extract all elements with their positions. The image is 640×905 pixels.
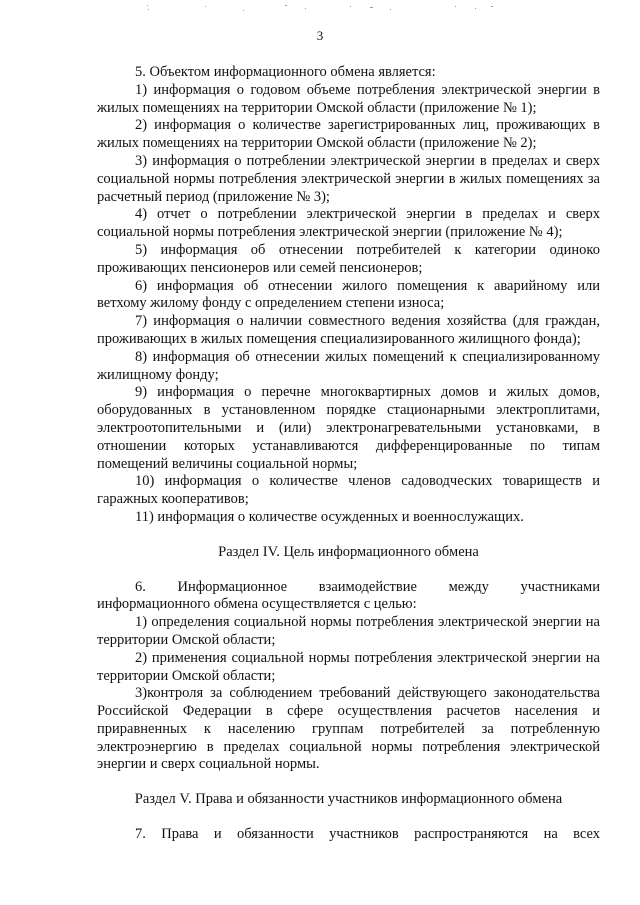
section-heading-iv: Раздел IV. Цель информационного обмена	[218, 543, 479, 560]
list-item: 8) информация об отнесении жилых помещений к специализированному жилищному фонду;	[97, 348, 600, 383]
list-item: 7) информация о наличии совместного ведения хозяйства (для граждан, проживающих в жилых помещения специализированного жилищного фонда);	[97, 313, 600, 347]
list-item: 3) информация о потреблении электрической энергии в пределах и сверх социальной нормы потребления электрической энергии в жилых помещениях за расчетный период (приложение № 3);	[97, 152, 600, 205]
scan-artifacts	[145, 2, 495, 16]
list-item: 5) информация об отнесении потребителей к категории одиноко проживающих пенсионеров или семей пенсионеров;	[97, 241, 600, 276]
list-item: 2) применения социальной нормы потребления электрической энергии на территории Омской области;	[97, 649, 600, 684]
paragraph-7: 7. Права и обязанности участников распространяются на всех	[135, 826, 600, 843]
list-item: 3)контроля за соблюдением требований действующего законодательства Российской Федерации в сфере осуществления расчетов населения и приравненных к населению группам потребителей за потребленную электроэнергию в пределах социальной нормы потребления электрической энергии и сверх социальной нормы.	[97, 685, 600, 773]
section-heading-v: Раздел V. Права и обязанности участников информационного обмена	[134, 791, 563, 808]
document-body	[97, 64, 600, 844]
page-number: 3	[316, 28, 324, 43]
paragraph-6: 6. Информационное взаимодействие между участниками информационного обмена осуществляется с целью:	[97, 578, 600, 613]
list-item: 9) информация о перечне многоквартирных домов и жилых домов, оборудованных в установленном порядке стационарными электроплитами, электроотопительными и (или) электронагревательными установками, в отношении которых устанавливаются дифференцированные по типам помещений величины социальной нормы;	[97, 384, 600, 472]
list-item: 4) отчет о потреблении электрической энергии в пределах и сверх социальной нормы потребления электрической энергии (приложение № 4);	[97, 206, 600, 241]
list-item: 1) определения социальной нормы потребления электрической энергии на территории Омской области;	[97, 614, 600, 648]
paragraph-5: 5. Объектом информационного обмена является:	[135, 64, 436, 80]
list-item: 11) информация о количестве осужденных и военнослужащих.	[135, 508, 524, 525]
list-item: 10) информация о количестве членов садоводческих товариществ и гаражных кооперативов;	[97, 473, 600, 508]
list-item: 2) информация о количестве зарегистрированных лиц, проживающих в жилых помещениях на территории Омской области (приложение № 2);	[97, 117, 600, 152]
list-item: 6) информация об отнесении жилого помещения к аварийному или ветхому жилому фонду с определением степени износа;	[97, 277, 600, 312]
list-item: 1) информация о годовом объеме потребления электрической энергии в жилых помещениях на территории Омской области (приложение № 1);	[97, 81, 600, 116]
